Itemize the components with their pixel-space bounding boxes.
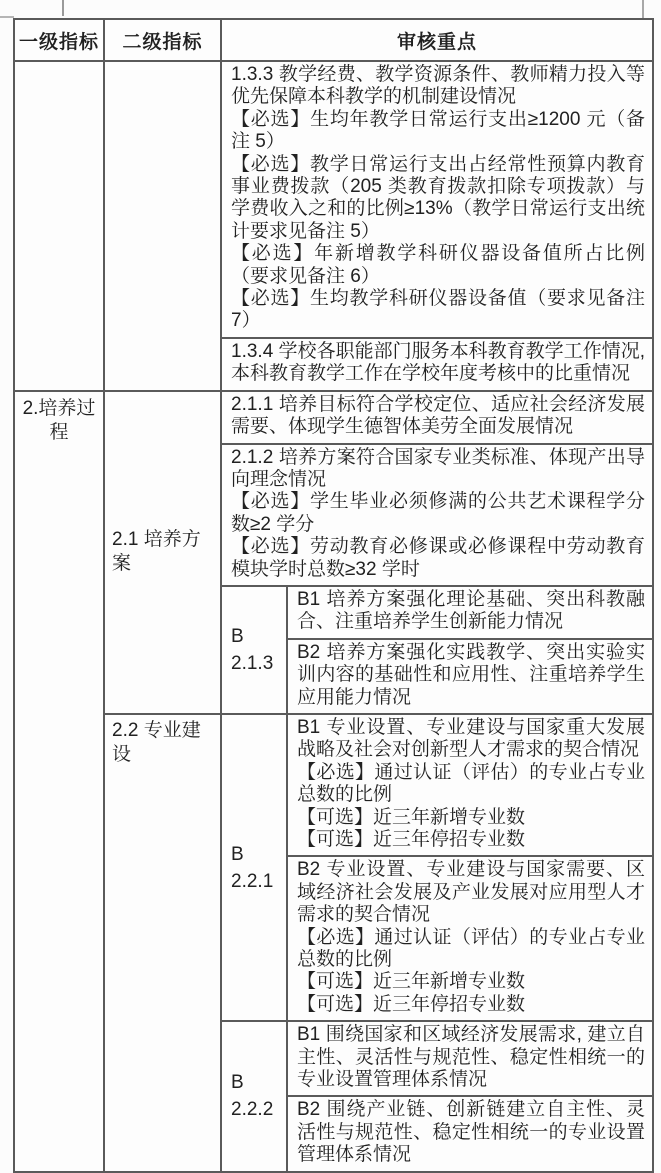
page-edge-artifact-right-vertical (642, 0, 644, 19)
audit-cell-2-1-2 (221, 444, 653, 586)
b1-item: B1 专业设置、专业建设与国家重大发展战略及社会对创新型人才需求的契合情况 (297, 716, 646, 761)
required-item: 【必选】通过认证（评估）的专业占专业总数的比例 (297, 761, 646, 806)
optional-item: 【可选】近三年新增专业数 (297, 971, 526, 993)
audit-cell-b221-b1 (287, 714, 653, 856)
table-row (14, 714, 653, 856)
audit-cell-b222-b2 (287, 1096, 653, 1171)
b2-item: B2 专业设置、专业建设与国家需要、区域经济社会发展及产业发展对应用型人才需求的契合情况 (297, 859, 646, 926)
required-item: 【必选】生均年教学日常运行支出≥1200 元（备注 5） (231, 108, 646, 153)
audit-item-2-1-2: 2.1.2 培养方案符合国家专业类标准、体现产出导向理念情况 (231, 446, 646, 490)
table-row (14, 61, 653, 338)
table-row (14, 391, 653, 444)
header-level1-indicator: 一级指标 (14, 19, 104, 61)
evaluation-indicator-table (13, 18, 654, 1173)
required-item: 【必选】生均教学科研仪器设备值（要求见备注 7） (231, 288, 646, 332)
audit-item-1-3-4: 1.3.4 学校各职能部门服务本科教育教学工作情况,本科教育教学工作在学校年度考核中的比重情况 (231, 340, 646, 385)
level1-indicator-cell-empty (14, 61, 104, 391)
b2-item: B2 围绕产业链、创新链建立自主性、灵活性与规范性、稳定性相统一的专业设置管理体系情况 (297, 1099, 646, 1166)
b-item-label-2-2-1: B 2.2.1 (221, 714, 287, 1021)
required-item: 【必选】通过认证（评估）的专业占专业总数的比例 (297, 926, 646, 971)
level2-indicator-cell-empty (104, 61, 221, 391)
required-item: 【必选】教学日常运行支出占经常性预算内教育事业费拨款（205 类教育拨款扣除专项拨款）与学费收入之和的比例≥13%（教学日常运行支出统计要求见备注 5） (231, 153, 646, 242)
b-item-label-2-1-3: B 2.1.3 (221, 586, 287, 714)
b1-item: B1 围绕国家和区域经济发展需求, 建立自主性、灵活性与规范性、稳定性相统一的专业设置管理体系情况 (297, 1024, 646, 1091)
header-level2-indicator: 二级指标 (104, 19, 221, 61)
audit-cell-1-3-4 (221, 338, 653, 391)
b1-item: B1 培养方案强化理论基础、突出科教融合、注重培养学生创新能力情况 (297, 588, 646, 633)
optional-item: 【可选】近三年停招专业数 (297, 829, 526, 850)
audit-cell-2-1-1 (221, 391, 653, 444)
page-edge-artifact-left-vertical (62, 0, 64, 16)
table-header-row (14, 19, 653, 61)
audit-cell-1-3-3 (221, 61, 653, 338)
optional-item: 【可选】近三年新增专业数 (297, 806, 526, 828)
audit-cell-b222-b1 (287, 1021, 653, 1096)
header-audit-focus: 审核重点 (221, 19, 653, 61)
audit-cell-b213-b1 (287, 586, 653, 639)
audit-item-1-3-3: 1.3.3 教学经费、教学资源条件、教师精力投入等优先保障本科教学的机制建设情况 (231, 64, 646, 108)
level2-indicator-cell-2-1: 2.1 培养方案 (104, 391, 221, 714)
optional-item: 【可选】近三年停招专业数 (297, 993, 526, 1015)
audit-item-2-1-1: 2.1.1 培养目标符合学校定位、适应社会经济发展需要、体现学生德智体美劳全面发展情况 (231, 393, 646, 438)
required-item: 【必选】年新增教学科研仪器设备值所占比例（要求见备注 6） (231, 243, 646, 287)
level1-indicator-cell-training-process: 2.培养过程 (14, 391, 104, 1172)
required-item: 【必选】学生毕业必须修满的公共艺术课程学分数≥2 学分 (231, 491, 646, 535)
required-item: 【必选】劳动教育必修课或必修课程中劳动教育模块学时总数≥32 学时 (231, 536, 646, 580)
b2-item: B2 培养方案强化实践教学、突出实验实训内容的基础性和应用性、注重培养学生应用能力情况 (297, 641, 646, 708)
audit-cell-b213-b2 (287, 639, 653, 714)
page-edge-artifact-left-horizontal (0, 16, 14, 18)
b-item-label-2-2-2: B 2.2.2 (221, 1021, 287, 1171)
audit-cell-b221-b2 (287, 856, 653, 1021)
level2-indicator-cell-2-2: 2.2 专业建设 (104, 714, 221, 1172)
